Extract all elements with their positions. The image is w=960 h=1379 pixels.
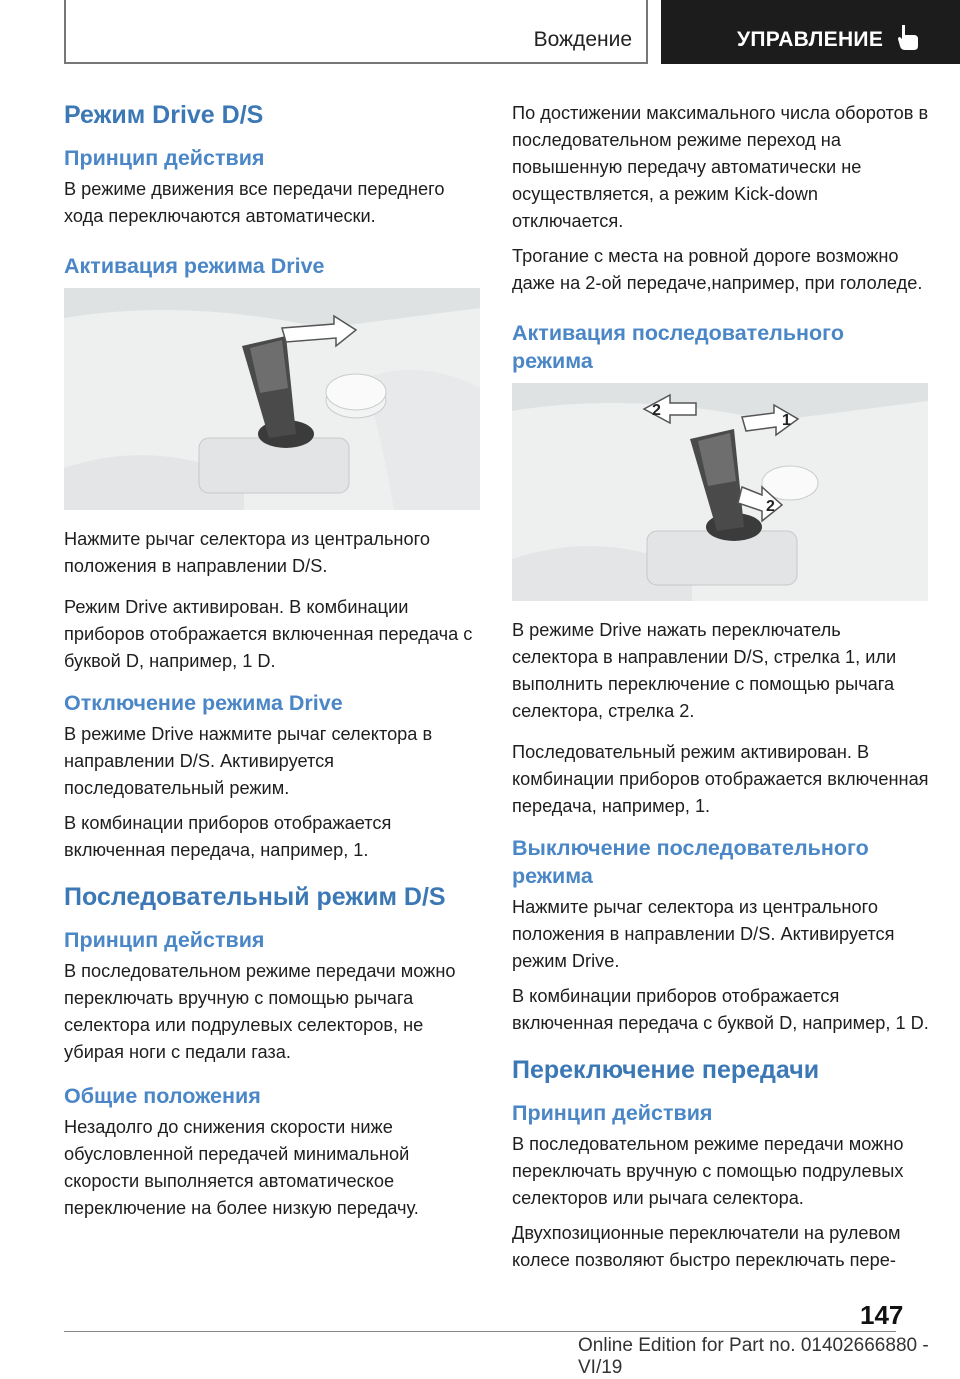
text-deactivate-seq-2: В комбинации приборов отображается включенная передача с буквой D, например, 1 D. [512, 986, 929, 1033]
chapter-label: УПРАВЛЕНИЕ [737, 28, 884, 51]
heading-activate-drive: Активация режима Drive [64, 254, 325, 278]
section-label: Вождение [533, 28, 632, 51]
text-press-lever: Нажмите рычаг селектора из центрального положения в направлении D/S. [64, 529, 430, 576]
heading-gear-shift: Переключение передачи [512, 1056, 820, 1084]
illustration-selector-sequential [512, 383, 928, 601]
heading-principle-3: Принцип действия [512, 1101, 713, 1125]
text-sequential-how: В режиме Drive нажать переключатель селектора в направлении D/S, стрелка 1, или выполнить переключение с помощью рычага селектора, стрелка 2. [512, 620, 897, 721]
footer-divider [64, 1331, 896, 1332]
heading-sequential-mode: Последовательный режим D/S [64, 883, 446, 911]
text-principle-3: В последовательном режиме передачи можно переключать вручную с помощью подрулевых селекторов или рычага селектора. [512, 1134, 904, 1208]
arrow-label-2-top: 2 [652, 402, 661, 419]
text-start-second-gear: Трогание с места на ровной дороге возможно даже на 2-ой передаче,например, при гололеде. [512, 246, 923, 293]
text-principle-2: В последовательном режиме передачи можно переключать вручную с помощью рычага селектора или подрулевых селекторов, не убирая ноги с педали газа. [64, 961, 456, 1062]
illustration-selector-drive [64, 288, 480, 510]
text-max-rpm: По достижении максимального числа оборотов в последовательном режиме переход на повышенную передачу автоматически не осуществляется, а режим Kick-down отключается. [512, 103, 929, 231]
heading-deactivate-sequential: Выключение последовательного режима [512, 836, 869, 888]
pointing-hand-icon [893, 22, 923, 52]
left-column [64, 100, 482, 1230]
arrow-label-2-bottom: 2 [766, 498, 775, 515]
chapter-tab [661, 0, 960, 64]
text-drive-activated: Режим Drive активирован. В комбинации приборов отображается включенная передача с буквой D, например, 1 D. [64, 597, 473, 671]
text-principle-1: В режиме движения все передачи переднего хода переключаются автоматически. [64, 179, 445, 226]
edition-note: Online Edition for Part no. 01402666880 - VI/19 [578, 1335, 929, 1378]
heading-general-positions: Общие положения [64, 1084, 261, 1108]
heading-deactivate-drive: Отключение режима Drive [64, 691, 343, 715]
text-paddles: Двухпозиционные переключатели на рулевом колесе позволяют быстро переключать пере- [512, 1223, 901, 1270]
heading-activate-sequential: Активация последовательного режима [512, 321, 844, 373]
page-number: 147 [860, 1300, 904, 1330]
heading-principle-1: Принцип действия [64, 146, 265, 170]
text-general-positions: Незадолго до снижения скорости ниже обусловленной передачей минимальной скорости выполняется автоматическое переключение на более низкую передачу. [64, 1117, 419, 1218]
right-column [512, 100, 930, 1282]
header-frame [64, 0, 648, 64]
heading-principle-2: Принцип действия [64, 928, 265, 952]
heading-drive-mode: Режим Drive D/S [64, 101, 264, 129]
text-deactivate-seq-1: Нажмите рычаг селектора из центрального положения в направлении D/S. Активируется режим Drive. [512, 897, 895, 971]
arrow-label-1: 1 [782, 412, 791, 429]
text-deactivate-2: В комбинации приборов отображается включенная передача, например, 1. [64, 813, 392, 860]
text-sequential-activated: Последовательный режим активирован. В комбинации приборов отображается включенная передача, например, 1. [512, 742, 929, 816]
text-deactivate-1: В режиме Drive нажмите рычаг селектора в направлении D/S. Активируется последовательный режим. [64, 724, 433, 798]
